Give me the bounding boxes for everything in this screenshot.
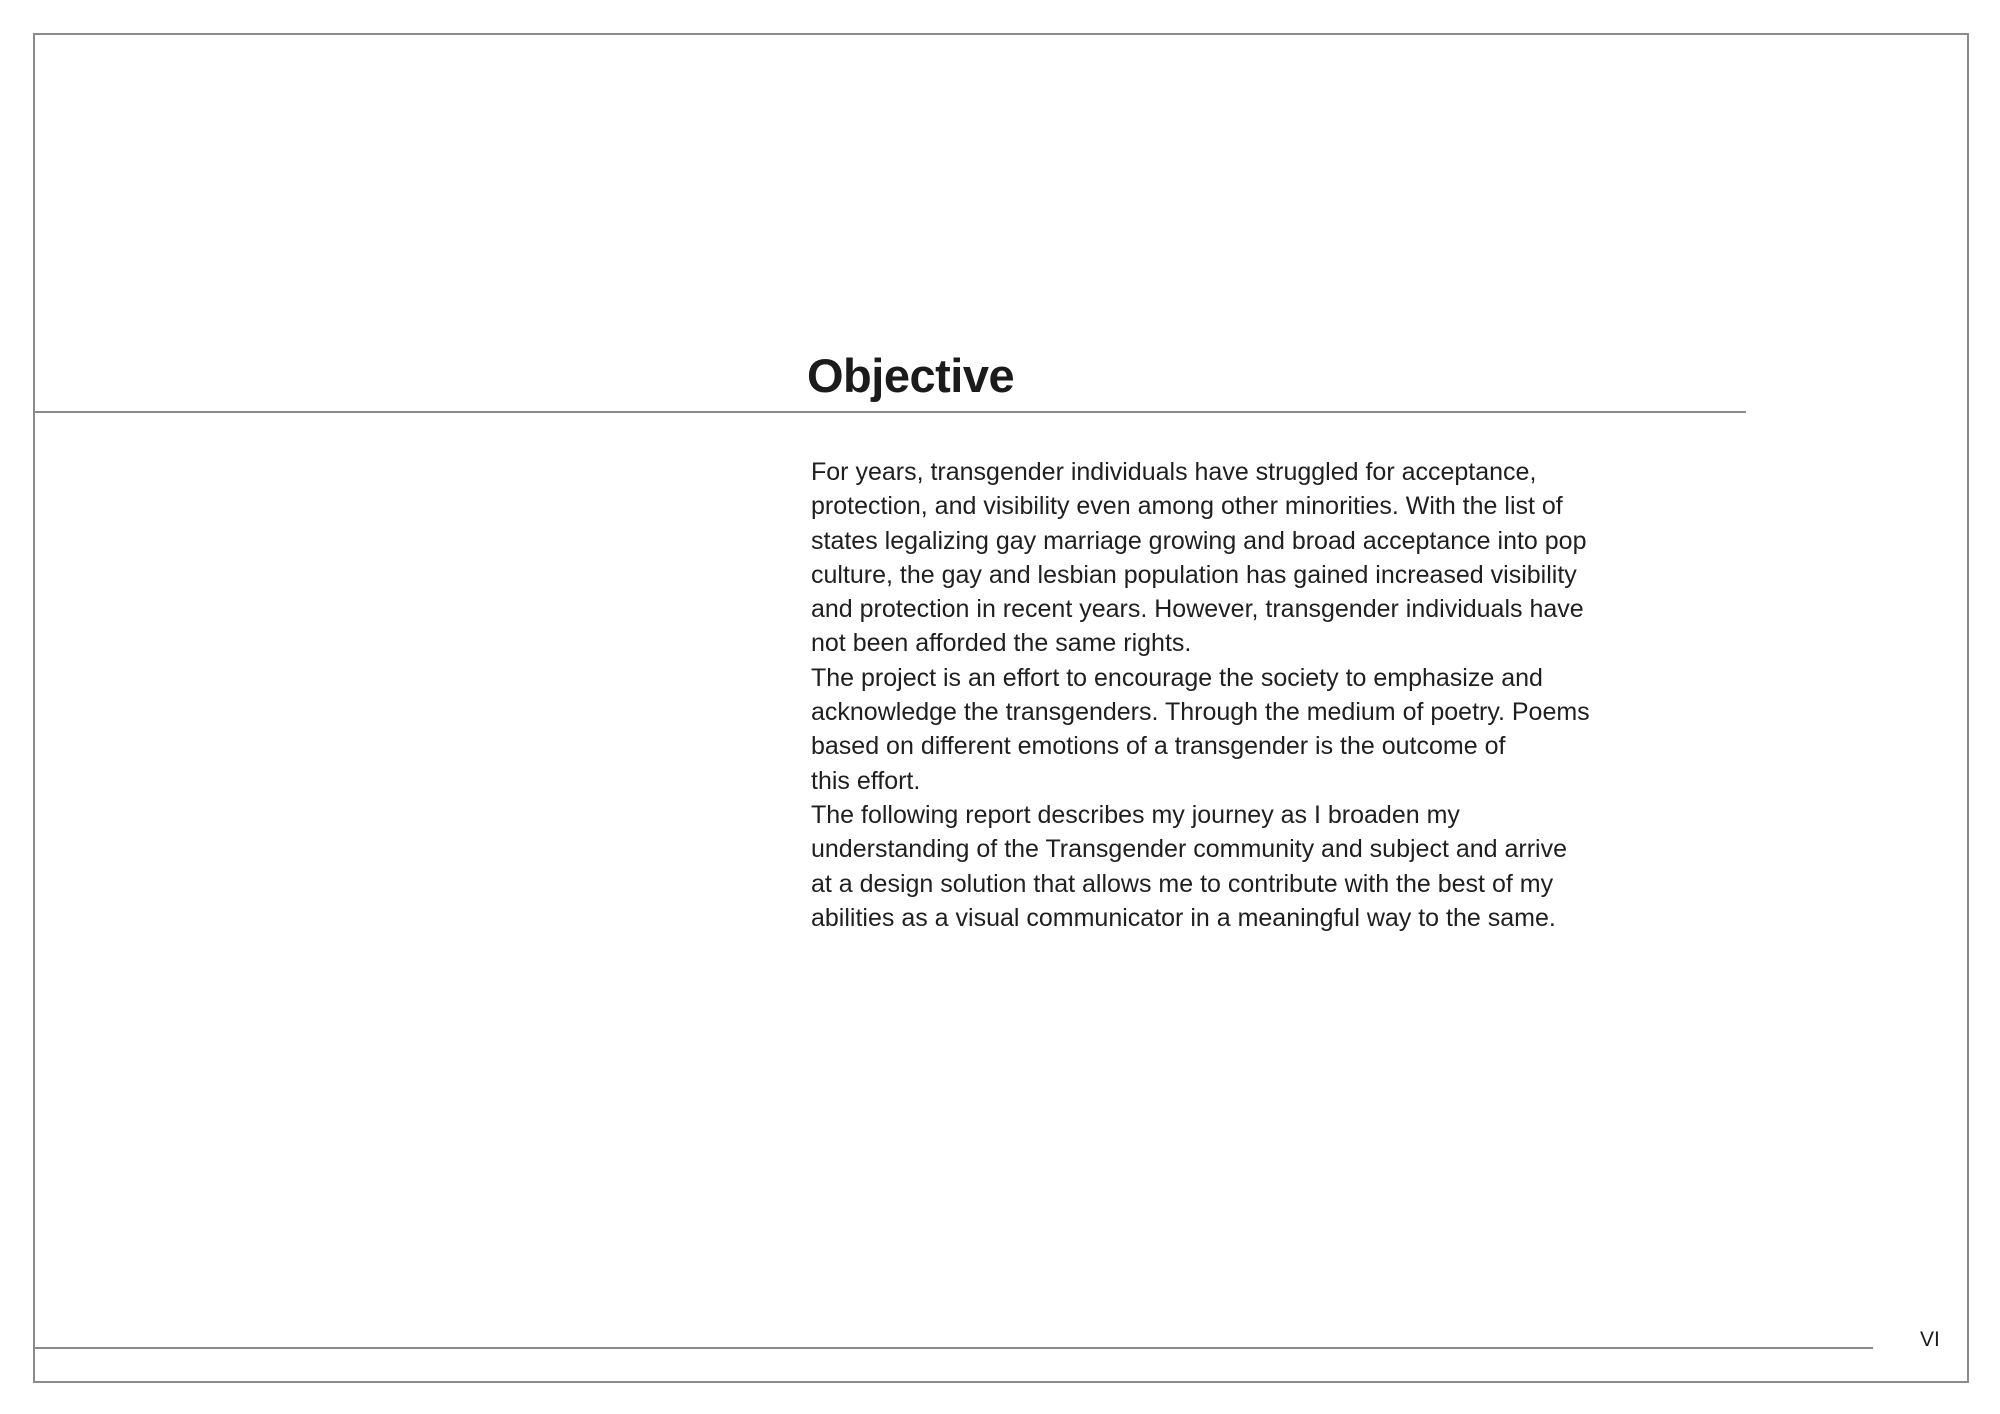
text-line: and protection in recent years. However, transgender individuals have	[811, 595, 1584, 624]
footer-divider	[33, 1347, 1873, 1349]
paragraph-report	[811, 798, 1691, 935]
paragraph-intro	[811, 455, 1691, 661]
text-line: For years, transgender individuals have struggled for acceptance,	[811, 458, 1537, 486]
text-line: based on different emotions of a transgender is the outcome of	[811, 732, 1506, 761]
page-number: VI	[1920, 1328, 1940, 1351]
text-line: protection, and visibility even among other minorities. With the list of	[811, 492, 1563, 521]
text-line: at a design solution that allows me to contribute with the best of my	[811, 869, 1554, 898]
paragraph-project	[811, 661, 1691, 798]
text-line: acknowledge the transgenders. Through the medium of poetry. Poems	[811, 698, 1590, 727]
page-title: Objective	[807, 349, 1015, 402]
text-line: abilities as a visual communicator in a meaningful way to the same.	[811, 903, 1556, 932]
text-line: culture, the gay and lesbian population has gained increased visibility	[811, 560, 1577, 589]
text-line: not been afforded the same rights.	[811, 629, 1192, 658]
title-divider	[33, 411, 1746, 413]
text-line: understanding of the Transgender community and subject and arrive	[811, 835, 1568, 864]
text-line: this effort.	[811, 766, 921, 795]
text-line: states legalizing gay marriage growing and broad acceptance into pop	[811, 526, 1587, 555]
text-line: The project is an effort to encourage the society to emphasize and	[811, 663, 1543, 692]
body-text	[811, 455, 1691, 935]
text-line: The following report describes my journey as I broaden my	[811, 800, 1460, 829]
